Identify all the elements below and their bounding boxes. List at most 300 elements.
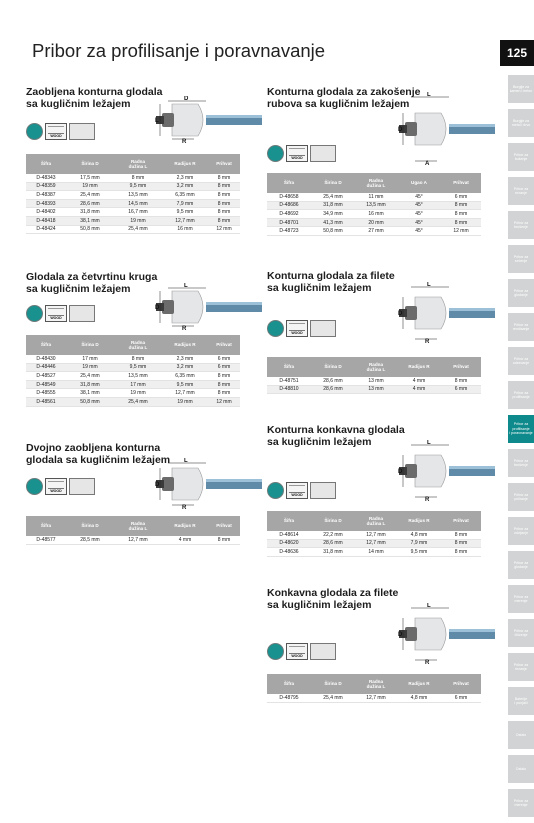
table-row [267,193,481,201]
table-header-row [26,154,240,174]
column-header: Prihvat [208,154,240,174]
wood-grain-icon [48,308,64,316]
wood-grain-icon [289,148,305,156]
table-cell: D-48393 [26,199,66,208]
table-cell: 8 mm [208,191,240,200]
column-header: Prihvat [441,357,481,377]
material-badges [267,482,336,499]
column-header: Radna dužina L [355,173,397,193]
dimension-label: L [427,92,431,98]
sidebar-tab[interactable]: Pribor za brušenje [508,449,534,477]
cutter-body [415,297,446,329]
table-cell: 12,7 mm [355,694,397,702]
section-title: Konturna glodala za zakošenje rubova sa kugličnim ležajem [267,86,421,110]
wood-badge-label: WOOD [291,493,303,497]
dimension-label: R [182,505,187,510]
table-cell: 25,4 mm [66,191,114,200]
table-cell: 17 mm [66,355,114,363]
column-header: Šifra [26,516,66,536]
wood-grain-icon [289,646,305,654]
table-cell: 19 mm [66,363,114,372]
table-cell: 4,8 mm [397,694,441,702]
column-header: Radna dužina L [114,335,162,355]
column-header: Radijus R [397,357,441,377]
column-header: Prihvat [208,516,240,536]
table-cell: 16,7 mm [114,208,162,217]
table-cell: D-48424 [26,225,66,234]
cutter-body [415,618,446,650]
table-cell: 17 mm [114,380,162,389]
table-cell: 8 mm [441,201,481,210]
application-dot-icon [267,320,284,337]
dimension-label: L [427,603,431,609]
table-cell: 25,4 mm [311,193,355,201]
wood-grain-icon [48,481,64,489]
section-title: Dvojno zaobljena konturna glodala sa kugličnim ležajem [26,442,171,466]
table-cell: 25,4 mm [114,225,162,234]
application-dot-icon [26,305,43,322]
column-header: Šifra [26,335,66,355]
column-header: Šifra [267,357,311,377]
sidebar-tab[interactable]: Pribor za profilisanje [508,381,534,409]
table-cell: 31,8 mm [311,548,355,557]
table-row [26,182,240,191]
table-cell: 3,2 mm [162,363,208,372]
table-cell: 20 mm [355,218,397,227]
sidebar-tab[interactable]: Pribor za rezanje [508,653,534,681]
table-row [267,210,481,219]
sidebar-tab[interactable]: Ostalo [508,755,534,783]
table-cell: 8 mm [441,531,481,539]
column-header: Šifra [26,154,66,174]
table-cell: 4,8 mm [397,531,441,539]
column-header: Radijus R [397,511,441,531]
dimension-label: D [155,482,160,488]
column-header: Prihvat [441,511,481,531]
profile-shape-icon [310,320,336,337]
table-cell: 9,5 mm [162,208,208,217]
shank-highlight [449,124,495,127]
sidebar-tab[interactable]: Pribor za rezanje [508,177,534,205]
table-row [26,355,240,363]
table-header-row [267,173,481,193]
section-concave-fillet [267,587,469,701]
table-cell: D-48402 [26,208,66,217]
table-cell: 9,5 mm [114,182,162,191]
table-cell: 16 mm [355,210,397,219]
spec-table [26,516,240,545]
table-row [26,536,240,544]
table-cell: 38,1 mm [66,389,114,398]
shank-highlight [449,308,495,311]
table-cell: 19 mm [114,216,162,225]
section-title: Konturna glodala za filete sa kugličnim ležajem [267,270,395,294]
table-cell: 8 mm [208,199,240,208]
table-cell: 14 mm [355,548,397,557]
cutter-body [415,113,446,145]
table-cell: 6 mm [441,193,481,201]
material-badges [267,145,336,162]
table-cell: 7,9 mm [397,539,441,548]
table-cell: 9,5 mm [397,548,441,557]
profile-shape-icon [310,643,336,660]
column-header: Širina D [66,516,114,536]
column-header: Prihvat [441,674,481,694]
table-cell: 13 mm [355,385,397,394]
table-cell: D-48577 [26,536,66,544]
table-cell: 11 mm [355,193,397,201]
column-header: Radna dužina L [355,674,397,694]
table-cell: 8 mm [441,210,481,219]
router-bit-drawing [397,440,497,502]
table-cell: 31,8 mm [66,380,114,389]
wood-material-icon [45,123,67,140]
table-cell: 12,7 mm [114,536,162,544]
sidebar-tab[interactable]: Pribor za profilisanje i poravnavanje [508,415,534,443]
column-header: Radijus R [162,154,208,174]
sidebar-tab[interactable]: Pribor za sečenje [508,245,534,273]
table-cell: D-48692 [267,210,311,219]
spec-table [26,335,240,407]
shank-highlight [449,629,495,632]
wood-material-icon [286,320,308,337]
wood-badge-label: WOOD [50,134,62,138]
sidebar-tab[interactable]: Pribor za odsecanje [508,347,534,375]
table-row [267,539,481,548]
column-header: Prihvat [441,173,481,193]
table-cell: 12,7 mm [355,531,397,539]
table-cell: 4 mm [162,536,208,544]
table-cell: 31,8 mm [66,208,114,217]
shank-highlight [206,302,262,305]
table-row [26,216,240,225]
table-cell: 19 mm [162,397,208,406]
router-bit-drawing [397,92,497,166]
table-row [26,208,240,217]
application-dot-icon [267,643,284,660]
section-title: Konturna konkavna glodala sa kugličnim ležajem [267,424,405,448]
sidebar-tab[interactable]: Pribor za glodanje [508,551,534,579]
table-cell: 8 mm [208,208,240,217]
table-row [26,199,240,208]
dimension-label: R [425,339,430,344]
table-header-row [267,357,481,377]
section-title: Glodala za četvrtinu kruga sa kugličnim ležajem [26,271,158,295]
router-bit-drawing [397,603,497,665]
table-row [267,694,481,702]
table-cell: 8 mm [208,389,240,398]
column-header: Širina D [66,154,114,174]
table-cell: D-48430 [26,355,66,363]
table-cell: 9,5 mm [162,380,208,389]
table-cell: D-48343 [26,174,66,182]
column-header: Širina D [311,674,355,694]
table-cell: 45° [397,218,441,227]
table-cell: 41,3 mm [311,218,355,227]
column-header: Radna dužina L [114,516,162,536]
section-fillet [267,270,469,393]
dimension-label: A [425,161,430,166]
dimension-label: L [184,458,188,464]
category-sidebar [505,75,534,823]
sidebar-tab[interactable]: Pribor za brušenje [508,211,534,239]
table-cell: 34,9 mm [311,210,355,219]
sidebar-tab[interactable]: Pribor za glodanje [508,279,534,307]
table-cell: 16 mm [162,225,208,234]
table-cell: 8 mm [114,355,162,363]
wood-grain-icon [48,126,64,134]
table-row [267,548,481,557]
table-cell: 28,6 mm [311,377,355,385]
section-quarter-circle [26,271,232,405]
table-row [26,389,240,398]
column-header: Šifra [267,173,311,193]
table-cell: D-48387 [26,191,66,200]
table-cell: 25,4 mm [114,397,162,406]
material-badges [26,478,95,495]
table-row [26,397,240,406]
table-cell: D-48723 [267,227,311,236]
table-cell: 50,8 mm [311,227,355,236]
spec-table [267,511,481,557]
table-cell: 2,3 mm [162,355,208,363]
table-header-row [267,674,481,694]
cutter-body [172,104,203,136]
table-cell: 6 mm [441,385,481,394]
table-cell: 50,8 mm [66,397,114,406]
spec-table [267,357,481,394]
table-row [267,201,481,210]
column-header: Širina D [311,173,355,193]
table-cell: 19 mm [114,389,162,398]
shank-highlight [206,479,262,482]
dimension-label: R [182,139,187,144]
table-cell: 50,8 mm [66,225,114,234]
table-cell: 8 mm [208,372,240,381]
dimension-label: L [427,282,431,288]
table-row [26,191,240,200]
table-cell: 6 mm [208,363,240,372]
table-cell: D-48810 [267,385,311,394]
table-cell: D-48701 [267,218,311,227]
page-number: 125 [500,40,534,66]
router-bit-drawing [154,283,264,331]
sidebar-tab[interactable]: Burgije za kamen i beton [508,75,534,103]
material-badges [267,320,336,337]
section-rounded-contour [26,86,232,233]
spec-table [267,173,481,236]
sidebar-tab[interactable]: Pribor za bušenje [508,143,534,171]
wood-material-icon [286,482,308,499]
table-row [267,377,481,385]
section-chamfer [267,86,469,235]
sidebar-tab[interactable]: Pribor za merenje [508,585,534,613]
dimension-label: L [155,118,159,124]
column-header: Radna dužina L [114,154,162,174]
sidebar-tab[interactable]: Pribor za odvijanje [508,517,534,545]
table-cell: D-48620 [267,539,311,548]
dimension-label: L [427,440,431,446]
table-cell: 27 mm [355,227,397,236]
table-cell: 2,3 mm [162,174,208,182]
wood-grain-icon [289,323,305,331]
sidebar-tab[interactable]: Baterije i punjači [508,687,534,715]
cutter-body [172,468,203,500]
table-cell: 7,9 mm [162,199,208,208]
wood-grain-icon [289,485,305,493]
table-cell: 8 mm [208,216,240,225]
table-cell: 8 mm [441,377,481,385]
table-cell: 8 mm [208,380,240,389]
wood-badge-label: WOOD [291,156,303,160]
table-cell: D-48751 [267,377,311,385]
table-cell: 45° [397,201,441,210]
cutter-body [172,291,203,323]
table-cell: 13,5 mm [114,372,162,381]
table-cell: 12 mm [208,397,240,406]
column-header: Radijus R [162,516,208,536]
dimension-label: R [182,326,187,331]
table-cell: 4 mm [397,385,441,394]
table-row [267,227,481,236]
table-cell: D-48658 [267,193,311,201]
column-header: Radijus R [397,674,441,694]
table-cell: D-48795 [267,694,311,702]
section-double-rounded [26,442,232,543]
profile-shape-icon [310,482,336,499]
column-header: Širina D [311,511,355,531]
material-badges [26,123,95,140]
table-cell: 45° [397,227,441,236]
table-row [26,372,240,381]
shank-highlight [206,115,262,118]
table-cell: 4 mm [397,377,441,385]
profile-shape-icon [69,305,95,322]
table-cell: D-48686 [267,201,311,210]
table-cell: D-48418 [26,216,66,225]
table-cell: 12,7 mm [162,389,208,398]
table-cell: 22,2 mm [311,531,355,539]
table-cell: D-48446 [26,363,66,372]
dimension-label: D [155,305,160,311]
sidebar-tab[interactable]: Pribor za poliranje [508,483,534,511]
sidebar-tab[interactable]: Pribor za rendisanje [508,313,534,341]
column-header: Radijus R [162,335,208,355]
table-row [26,363,240,372]
table-cell: 13,5 mm [355,201,397,210]
router-bit-drawing [154,96,264,144]
table-cell: 28,6 mm [66,199,114,208]
wood-badge-label: WOOD [50,316,62,320]
table-cell: 8 mm [208,174,240,182]
table-cell: 45° [397,210,441,219]
table-header-row [26,335,240,355]
table-cell: 8 mm [441,218,481,227]
profile-shape-icon [69,123,95,140]
table-row [26,225,240,234]
table-cell: D-48527 [26,372,66,381]
table-cell: 45° [397,193,441,201]
wood-badge-label: WOOD [50,489,62,493]
table-cell: 12,7 mm [162,216,208,225]
column-header: Radna dužina L [355,511,397,531]
table-row [26,380,240,389]
shank-highlight [449,466,495,469]
spec-table [26,154,240,234]
table-cell: D-48359 [26,182,66,191]
dimension-label: D [398,469,403,475]
sidebar-tab[interactable]: Pribor za čišćenje [508,619,534,647]
table-cell: 3,2 mm [162,182,208,191]
table-cell: 19 mm [66,182,114,191]
dimension-label: D [184,96,189,102]
wood-material-icon [286,643,308,660]
sidebar-tab[interactable]: Burgije za metal i drvo [508,109,534,137]
column-header: Prihvat [208,335,240,355]
column-header: Širina D [66,335,114,355]
table-cell: 28,6 mm [311,539,355,548]
wood-material-icon [45,478,67,495]
column-header: Širina D [311,357,355,377]
table-row [26,174,240,182]
spec-table [267,674,481,703]
dimension-label: R [425,660,430,665]
material-badges [267,643,336,660]
table-row [267,218,481,227]
sidebar-tab[interactable]: Ostalo [508,721,534,749]
table-cell: 28,6 mm [311,385,355,394]
table-cell: D-48555 [26,389,66,398]
column-header: Šifra [267,674,311,694]
profile-shape-icon [310,145,336,162]
table-header-row [26,516,240,536]
table-cell: D-48561 [26,397,66,406]
table-cell: 6 mm [441,694,481,702]
table-cell: 8 mm [208,182,240,191]
application-dot-icon [26,478,43,495]
wood-material-icon [45,305,67,322]
section-title: Konkavna glodala za filete sa kugličnim ležajem [267,587,399,611]
dimension-label: L [184,283,188,289]
table-cell: 8 mm [208,536,240,544]
table-cell: 31,8 mm [311,201,355,210]
table-cell: 8 mm [441,548,481,557]
cutter-body [415,455,446,487]
table-cell: 13,5 mm [114,191,162,200]
table-cell: 17,5 mm [66,174,114,182]
sidebar-tab[interactable]: Pribor za merenje [508,789,534,817]
column-header: Radna dužina L [355,357,397,377]
router-bit-drawing [397,282,497,344]
table-cell: 8 mm [114,174,162,182]
table-cell: 25,4 mm [311,694,355,702]
section-concave [267,424,469,555]
table-cell: 6 mm [208,355,240,363]
table-cell: 38,1 mm [66,216,114,225]
dimension-label: R [425,497,430,502]
profile-shape-icon [69,478,95,495]
table-cell: 8 mm [441,539,481,548]
table-cell: 6,35 mm [162,372,208,381]
page-title: Pribor za profilisanje i poravnavanje [32,40,326,61]
wood-badge-label: WOOD [291,654,303,658]
wood-badge-label: WOOD [291,331,303,335]
application-dot-icon [26,123,43,140]
table-cell: 12,7 mm [355,539,397,548]
table-cell: 12 mm [441,227,481,236]
table-cell: 14,5 mm [114,199,162,208]
table-cell: 28,5 mm [66,536,114,544]
